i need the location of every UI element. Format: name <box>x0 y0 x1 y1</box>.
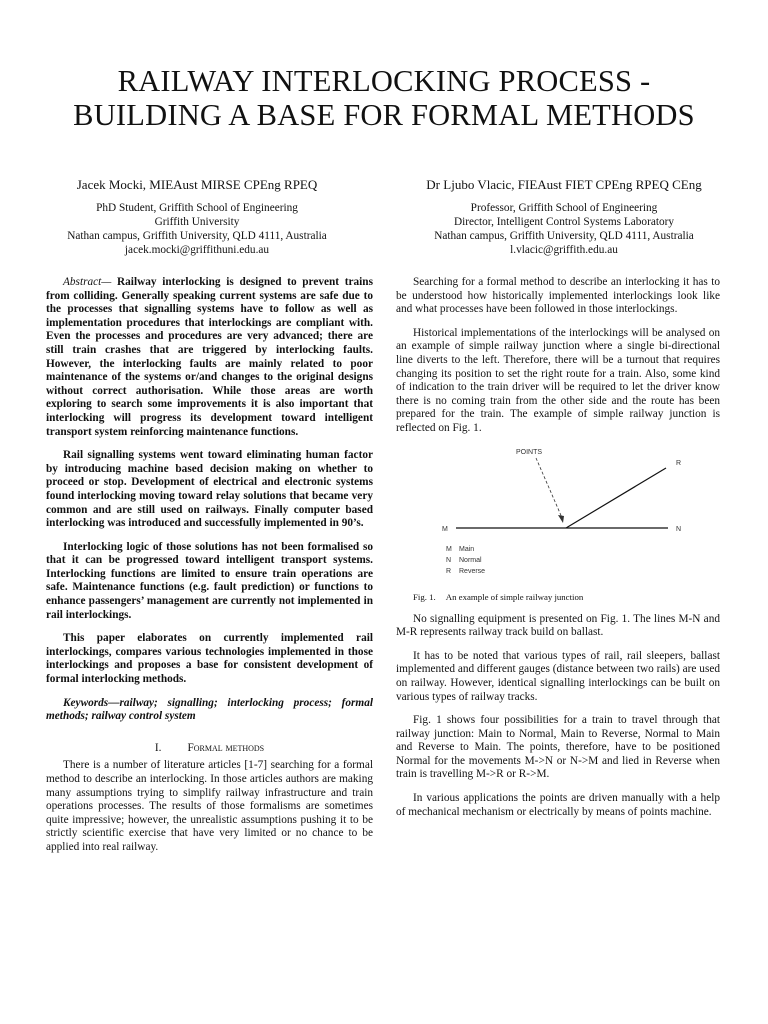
title-line-1: RAILWAY INTERLOCKING PROCESS - <box>117 64 651 98</box>
body-paragraph: Fig. 1 shows four possibilities for a train to travel through that railway junction: Main to Normal, Main to Reverse, Normal to Main and Reverse to Main. The points, therefore, have to be positioned Normal for the movements M->N or N->M and lied in Reverse when train is travelling M->R or R->M. <box>396 714 720 781</box>
author-block-1 <box>22 177 372 257</box>
section-title: Formal methods <box>187 741 265 754</box>
points-label: POINTS <box>516 448 543 456</box>
abstract-paragraph-3: Interlocking logic of those solutions has not been formalised so that it can be progressed toward intelligent transport systems. Interlocking functions are limited to ensure train operations are safe. Maintenance functions (e.g. fault prediction) or functions to enhance passengers’ management are currently not implemented in rail interlockings. <box>46 540 373 621</box>
legend-value: Normal <box>459 556 482 564</box>
section-number: I. <box>154 741 162 754</box>
body-paragraph: Searching for a formal method to describe an interlocking it has to be understood how historically implemented interlockings look like and what processes have been followed in those interlockings. <box>396 276 720 316</box>
keywords-paragraph <box>46 697 373 724</box>
abstract-paragraph-2: Rail signalling systems went toward eliminating human factor by introducing machine based decision making on whether to proceed or stop. Development of electrical and electronic systems found interlocking moving toward relay solutions that became very common and are still used on railways. Finally computer based interlocking was introduced and successfully implemented in 90’s. <box>46 449 373 530</box>
author-affiliation: Griffith University <box>154 216 240 228</box>
keywords-text: railway; signalling; interlocking process; formal methods; railway control system <box>46 696 373 723</box>
legend-key: N <box>446 556 452 564</box>
author-affiliation: Director, Intelligent Control Systems Laboratory <box>453 216 675 228</box>
figure-1 <box>396 448 720 588</box>
abstract-paragraph-4: This paper elaborates on currently implemented rail interlockings, compares various technologies implemented in those interlockings and proposes a base for consistent development of formal interlocking methods. <box>46 632 373 686</box>
legend-value: Reverse <box>459 567 486 575</box>
caption-text: An example of simple railway junction <box>445 591 584 602</box>
author-email[interactable]: jacek.mocki@griffithuni.edu.au <box>124 244 270 256</box>
figure-caption <box>396 592 720 603</box>
label-r: R <box>676 459 682 467</box>
junction-diagram <box>396 448 720 588</box>
caption-number: Fig. 1. <box>413 591 436 602</box>
author-name: Jacek Mocki, MIEAust MIRSE CPEng RPEQ <box>76 177 318 192</box>
reverse-track <box>566 468 666 528</box>
author-address: Nathan campus, Griffith University, QLD 4111, Australia <box>434 230 694 242</box>
keywords-label: Keywords— <box>63 696 120 709</box>
author-name: Dr Ljubo Vlacic, FIEAust FIET CPEng RPEQ CEng <box>426 177 702 192</box>
legend-value: Main <box>459 545 475 553</box>
body-paragraph: In various applications the points are driven manually with a help of mechanical mechanism or electrically by means of points machine. <box>396 792 720 818</box>
author-address: Nathan campus, Griffith University, QLD 4111, Australia <box>67 230 327 242</box>
legend-key: R <box>446 567 452 575</box>
section-paragraph: There is a number of literature articles [1-7] searching for a formal method to describe an interlocking. In those articles authors are making many assumptions trying to simplify railway infrastructure and train operations processes. The results of those formalisms are sometimes quite impressive; however, the unrealistic assumptions pushing it to be strictly scientific exercise that have very limited or no chance to be applied into real railway. <box>46 759 373 853</box>
author-block-2 <box>389 177 739 257</box>
right-column <box>396 276 720 829</box>
abstract-paragraph <box>46 276 373 439</box>
points-arrowhead <box>558 515 564 523</box>
abstract-text: Railway interlocking is designed to prevent trains from colliding. Generally speaking current systems are safe due to the processes that signalling systems have to follow as well as implementation procedures that interlockings are compliant with. Even the processes and procedures are very advanced; there are still train crashes that are triggered by interlocking faults. However, the interlocking faults are mainly related to poor maintenance of the systems or/and changes to the original designs without correct authorisation. While those areas are worth exploring to search some improvements it is also important that interlocking will progress its development toward intelligent transport system reinforcing maintenance functions. <box>46 276 373 438</box>
body-paragraph: No signalling equipment is presented on Fig. 1. The lines M-N and M-R represents railway track build on ballast. <box>396 612 720 639</box>
abstract-label: Abstract— <box>63 276 112 288</box>
label-n: N <box>676 525 682 533</box>
author-affiliation: Professor, Griffith School of Engineering <box>470 202 658 214</box>
left-column <box>46 276 373 865</box>
section-heading <box>46 742 373 756</box>
author-email[interactable]: l.vlacic@griffith.edu.au <box>510 244 618 256</box>
title-line-2: BUILDING A BASE FOR FORMAL METHODS <box>73 98 695 132</box>
points-pointer-line <box>536 458 563 520</box>
body-paragraph: It has to be noted that various types of rail, rail sleepers, ballast implemented and different gauges (distance between two rails) are used on railway. However, identical signalling interlockings can be built on various types of railway tracks. <box>396 649 720 703</box>
paper-title <box>0 64 768 132</box>
body-paragraph: Historical implementations of the interlockings will be analysed on an example of simple railway junction where a single bi-directional line diverts to the left. Therefore, there will be a turnout that requires changing its position to set the right route for a train. Also, some kind of indication to the train driver will be required to let the driver know there is no coming train from the other side and the route has been prepared for the train. The example of simple railway junction is reflected on Fig. 1. <box>396 326 720 434</box>
legend-key: M <box>446 545 452 553</box>
label-m: M <box>442 525 448 533</box>
author-affiliation: PhD Student, Griffith School of Engineering <box>96 202 298 214</box>
